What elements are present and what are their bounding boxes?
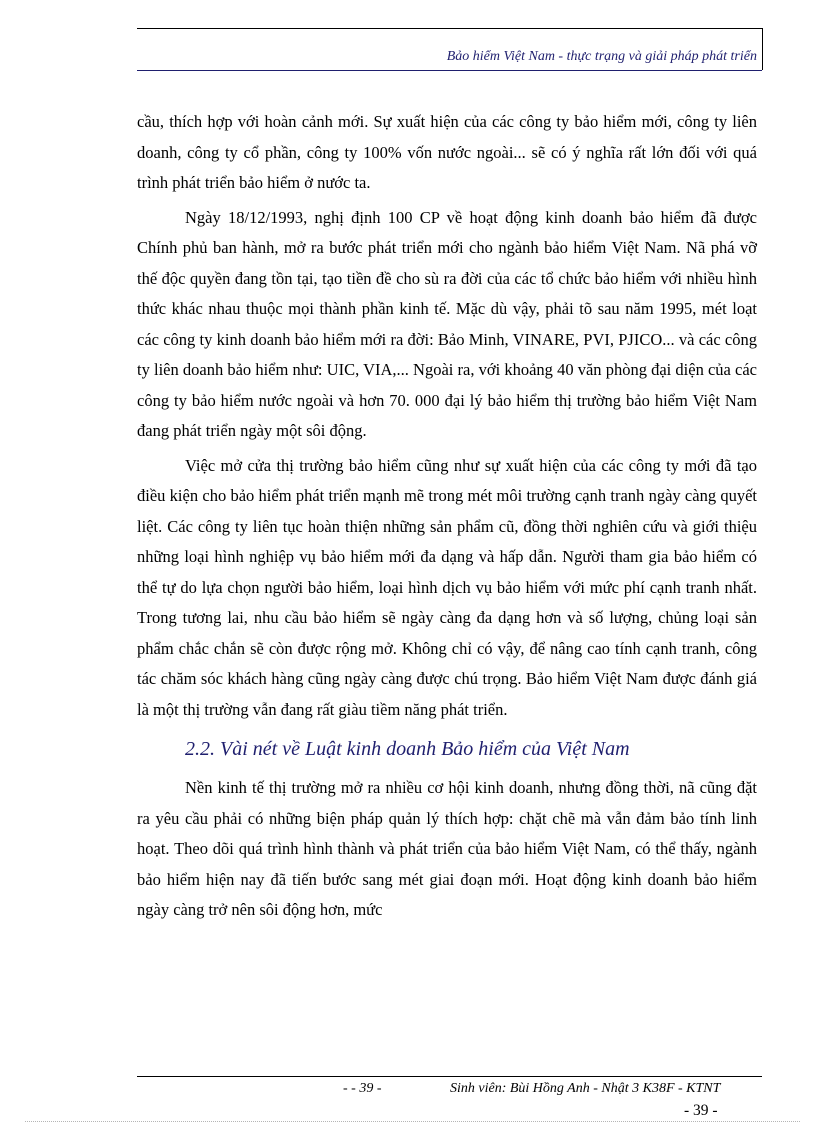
paragraph: Việc mở cửa thị trường bảo hiểm cũng như sự xuất hiện của các công ty mới đã tạo điều kiện cho bảo hiểm phát triển mạnh mẽ trong mét môi trường cạnh tranh ngày càng quyết liệt. Các công ty liên tục hoàn thiện những sản phẩm cũ, đồng thời nghiên cứu và giới thiệu những loại hình nghiệp vụ bảo hiểm mới đa dạng và hấp dẫn. Người tham gia bảo hiểm có thể tự do lựa chọn người bảo hiểm, loại hình dịch vụ bảo hiểm với mức phí cạnh tranh nhất. Trong tương lai, nhu cầu bảo hiểm sẽ ngày càng đa dạng hơn và số lượng, chủng loại sản phẩm chắc chắn sẽ còn được rộng mở. Không chỉ có vậy, để nâng cao tính cạnh tranh, công tác chăm sóc khách hàng cũng ngày càng được chú trọng. Bảo hiểm Việt Nam được đánh giá là một thị trường vẫn đang rất giàu tiềm năng phát triển. [137, 455, 757, 719]
header-rule [137, 70, 762, 71]
footer-page-label: - - 39 - [343, 1081, 382, 1096]
page-frame-top-line [137, 28, 762, 29]
paragraph: Ngày 18/12/1993, nghị định 100 CP về hoạt động kinh doanh bảo hiểm đã được Chính phủ ban hành, mở ra bước phát triển mới cho ngành bảo hiểm Việt Nam. Nã phá vỡ thế độc quyền đang tồn tại, tạo tiền đề cho sù ra đời của các tổ chức bảo hiểm với nhiều hình thức khác nhau thuộc mọi thành phần kinh tế. Mặc dù vậy, phải tõ sau năm 1995, mét loạt các công ty kinh doanh bảo hiểm mới ra đời: Bảo Minh, VINARE, PVI, PJICO... và các công ty liên doanh bảo hiểm như: UIC, VIA,... Ngoài ra, với khoảng 40 văn phòng đại diện của các công ty bảo hiểm nước ngoài và hơn 70. 000 đại lý bảo hiểm thị trường bảo hiểm Việt Nam đang phát triển ngày một sôi động. [137, 207, 757, 440]
running-header-title: Bảo hiểm Việt Nam - thực trạng và giải pháp phát triển [446, 49, 757, 64]
paragraph-continuation: cầu, thích hợp với hoàn cảnh mới. Sự xuất hiện của các công ty bảo hiểm mới, công ty liên doanh, công ty cổ phần, công ty 100% vốn nước ngoài... sẽ có ý nghĩa rất lớn đối với quá trình phát triển bảo hiểm ở nước ta. [137, 112, 757, 192]
document-body [137, 107, 757, 926]
footer-author: Sinh viên: Bùi Hồng Anh - Nhật 3 K38F - KTNT [450, 1081, 721, 1096]
section-heading: 2.2. Vài nét về Luật kinh doanh Bảo hiểm của Việt Nam [185, 738, 630, 760]
page-frame-side-line [762, 28, 763, 70]
paragraph: Nền kinh tế thị trường mở ra nhiều cơ hội kinh doanh, nhưng đồng thời, nã cũng đặt ra yêu cầu phải có những biện pháp quản lý thích hợp: chặt chẽ mà vẫn đảm bảo tính linh hoạt. Theo dõi quá trình hình thành và phát triển của bảo hiểm Việt Nam, có thể thấy, ngành bảo hiểm hiện nay đã tiến bước sang mét giai đoạn mới. Hoạt động kinh doanh bảo hiểm ngày càng trở nên sôi động hơn, mức [137, 778, 757, 919]
page-number: - 39 - [684, 1102, 718, 1119]
page-bottom-dotted-line [25, 1121, 800, 1122]
footer-rule [137, 1076, 762, 1077]
